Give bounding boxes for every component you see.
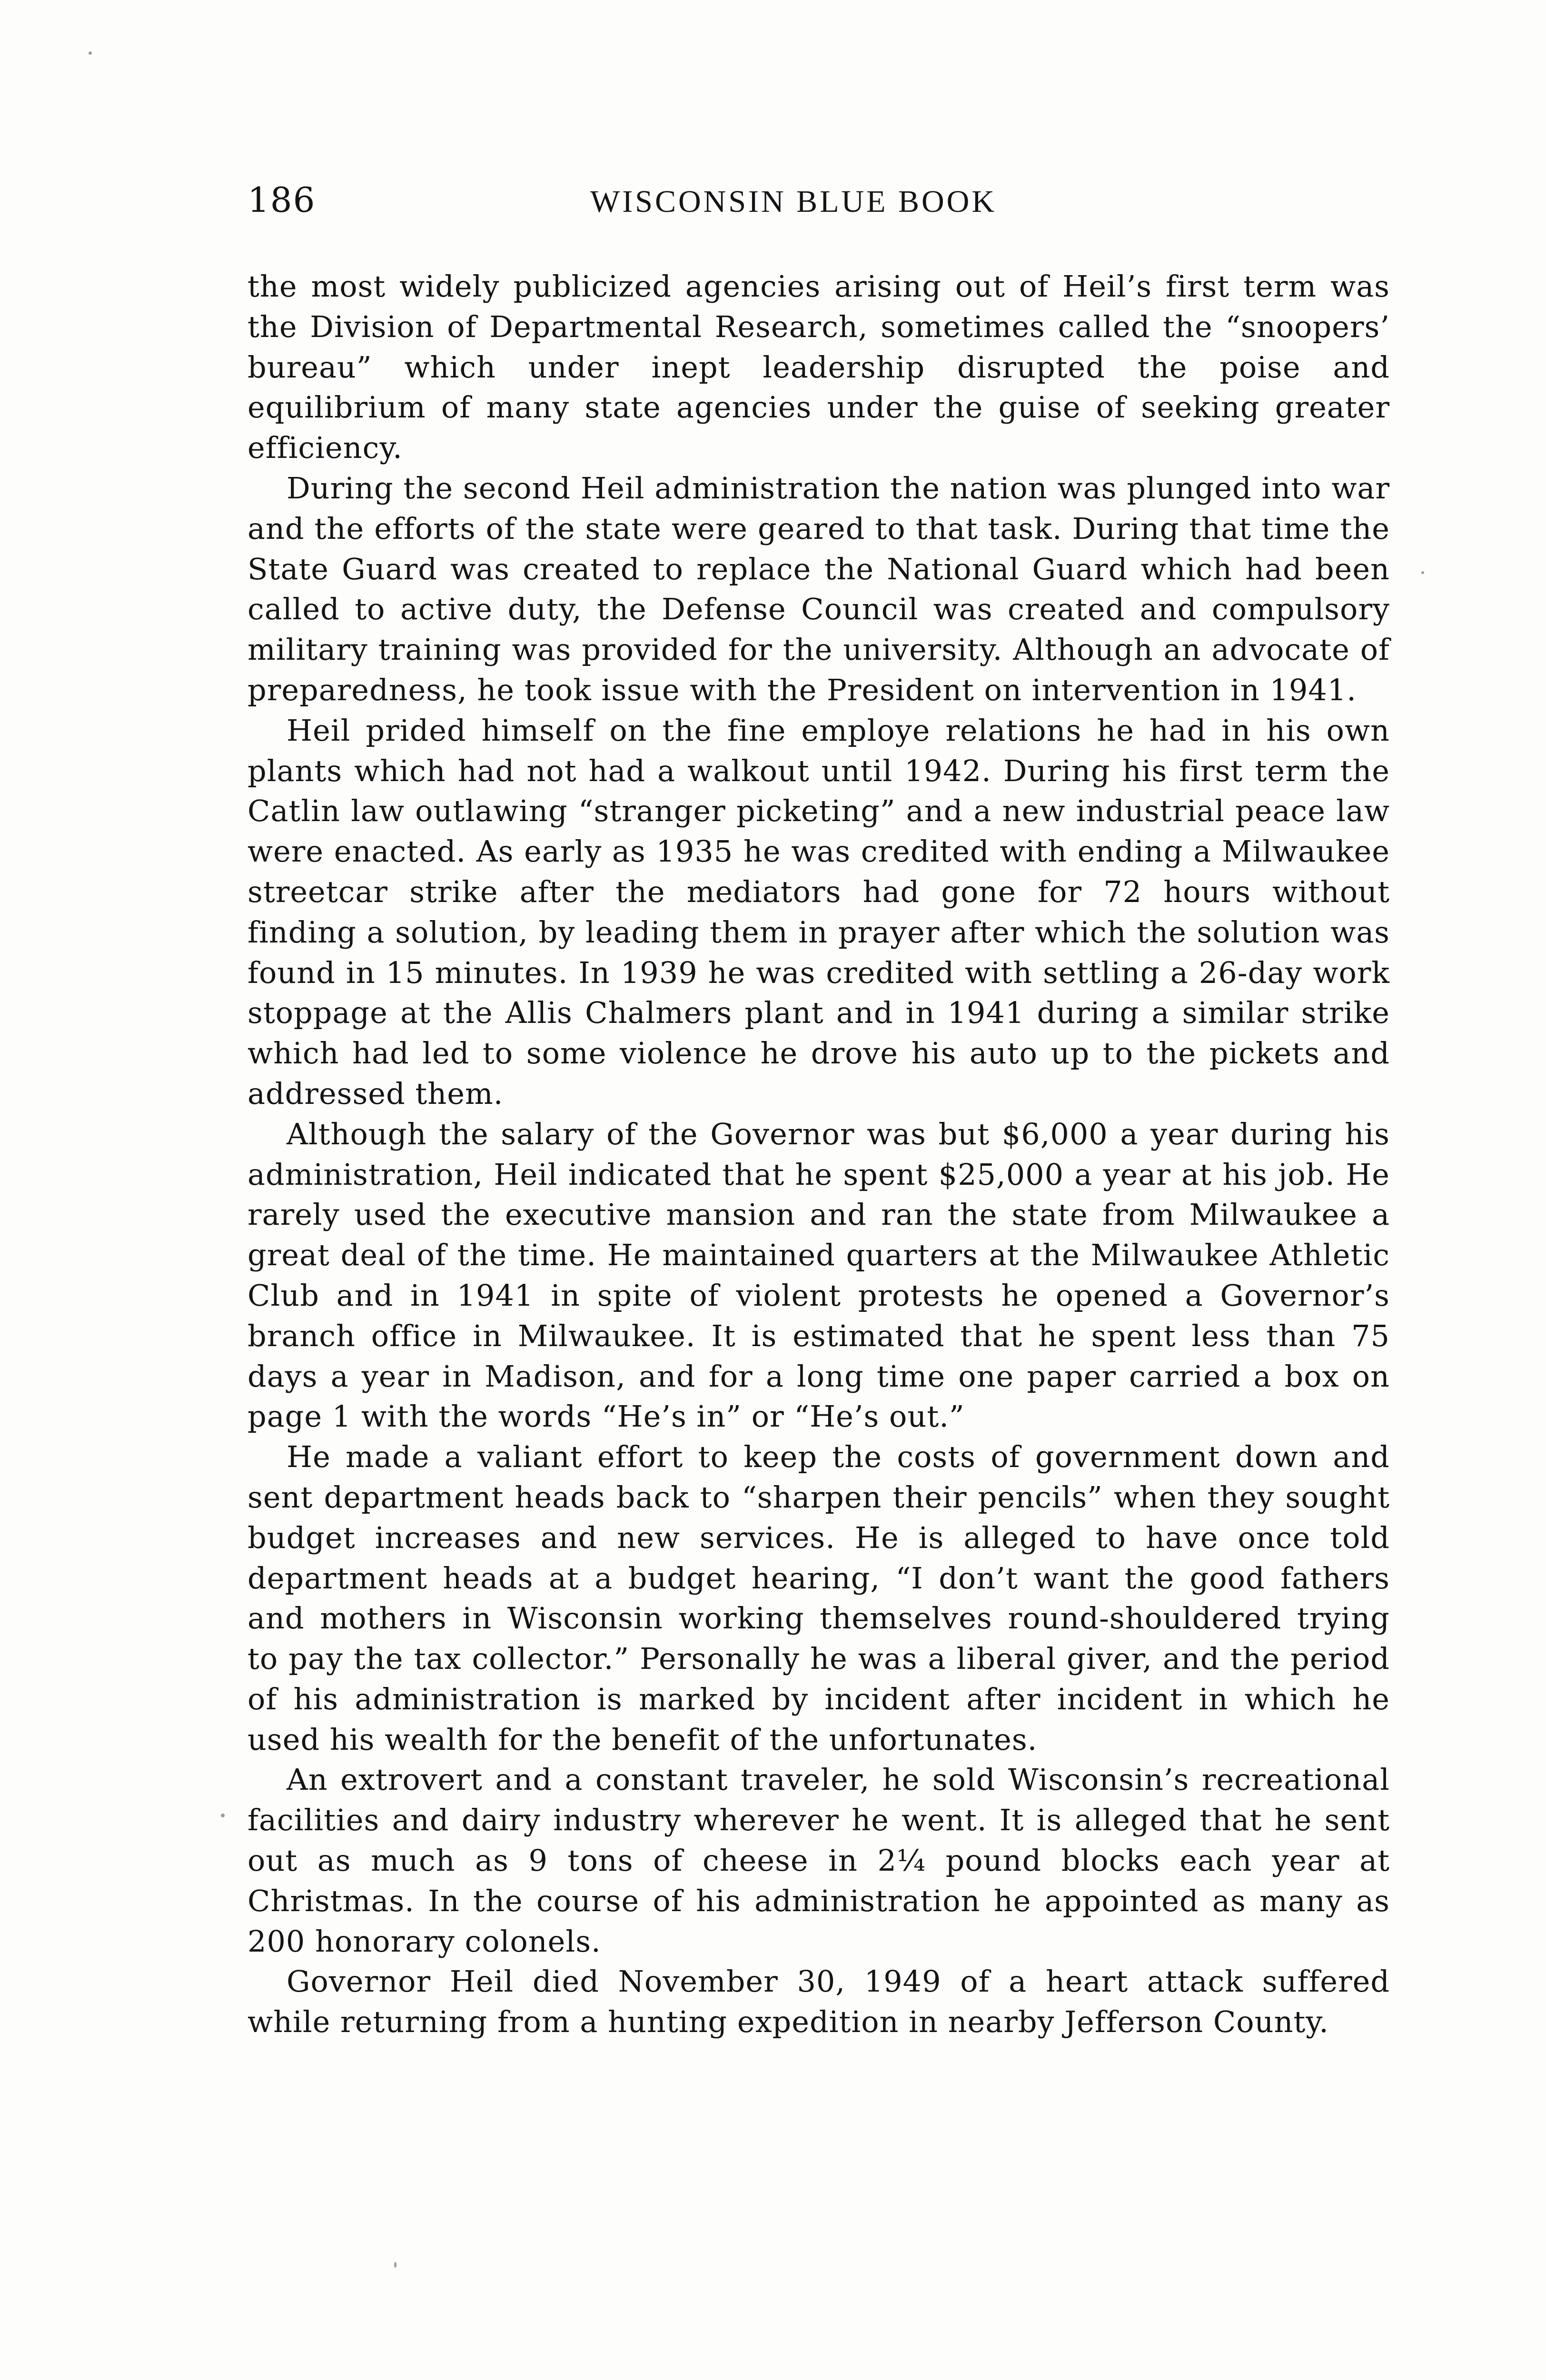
paragraph-employe-relations: Heil prided himself on the fine employe relations he had in his own plants which had not had a walkout until 1942. During his first term the Catlin law outlawing “stranger picketing” and a new industrial peace law were enacted. As early as 1935 he was credited with ending a Milwaukee streetcar strike after the mediators had gone for 72 hours without finding a solution, by leading them in prayer after which the solution was found in 15 minutes. In 1939 he was credited with settling a 26-day work stoppage at the Allis Chalmers plant and in 1941 during a similar strike which had led to some violence he drove his auto up to the pickets and addressed them. — [248, 713, 1390, 1111]
paragraph-death: Governor Heil died November 30, 1949 of a heart attack suffered while returning from a hunting expedition in nearby Jefferson County. — [248, 1964, 1390, 2040]
paper-speck — [394, 2262, 396, 2268]
paper-speck — [1421, 571, 1424, 574]
body-text — [248, 267, 1390, 2043]
paragraph-snoopers-bureau: the most widely publicized agencies arising out of Heil’s first term was the Division of Departmental Research, sometimes called the “snoopers’ bureau” which under inept leadership disrupted the poise and equilibrium of many state agencies under the guise of seeking greater efficiency. — [248, 269, 1390, 466]
paper-speck — [221, 1814, 225, 1817]
running-head — [248, 176, 1390, 228]
page-number: 186 — [248, 180, 316, 220]
paper-speck — [89, 51, 92, 55]
paragraph-extrovert-traveler: An extrovert and a constant traveler, he sold Wisconsin’s recreational facilities and dairy industry wherever he went. It is alleged that he sent out as much as 9 tons of cheese in 2¼ pound blocks each year at Christmas. In the course of his administration he appointed as many as 200 honorary colonels. — [248, 1762, 1390, 1959]
paragraph-government-costs: He made a valiant effort to keep the costs of government down and sent department heads back to “sharpen their pencils” when they sought budget increases and new services. He is alleged to have once told department heads at a budget hearing, “I don’t want the good fathers and mothers in Wisconsin working themselves round-shouldered trying to pay the tax collector.” Personally he was a liberal giver, and the period of his administration is marked by incident after incident in which he used his wealth for the benefit of the unfortunates. — [248, 1439, 1390, 1757]
paragraph-salary-and-milwaukee: Although the salary of the Governor was but $6,000 a year during his administration, Heil indicated that he spent $25,000 a year at his job. He rarely used the executive mansion and ran the state from Milwaukee a great deal of the time. He maintained quarters at the Milwaukee Athletic Club and in 1941 in spite of violent protests he opened a Governor’s branch office in Milwaukee. It is estimated that he spent less than 75 days a year in Madison, and for a long time one paper carried a box on page 1 with the words “He’s in” or “He’s out.” — [248, 1116, 1390, 1434]
book-title: WISCONSIN BLUE BOOK — [590, 184, 997, 219]
paragraph-second-administration: During the second Heil administration the nation was plunged into war and the efforts of the state were geared to that task. During that time the State Guard was created to replace the National Guard which had been called to active duty, the Defense Council was created and compulsory military training was provided for the university. Although an advocate of preparedness, he took issue with the President on intervention in 1941. — [248, 470, 1390, 707]
